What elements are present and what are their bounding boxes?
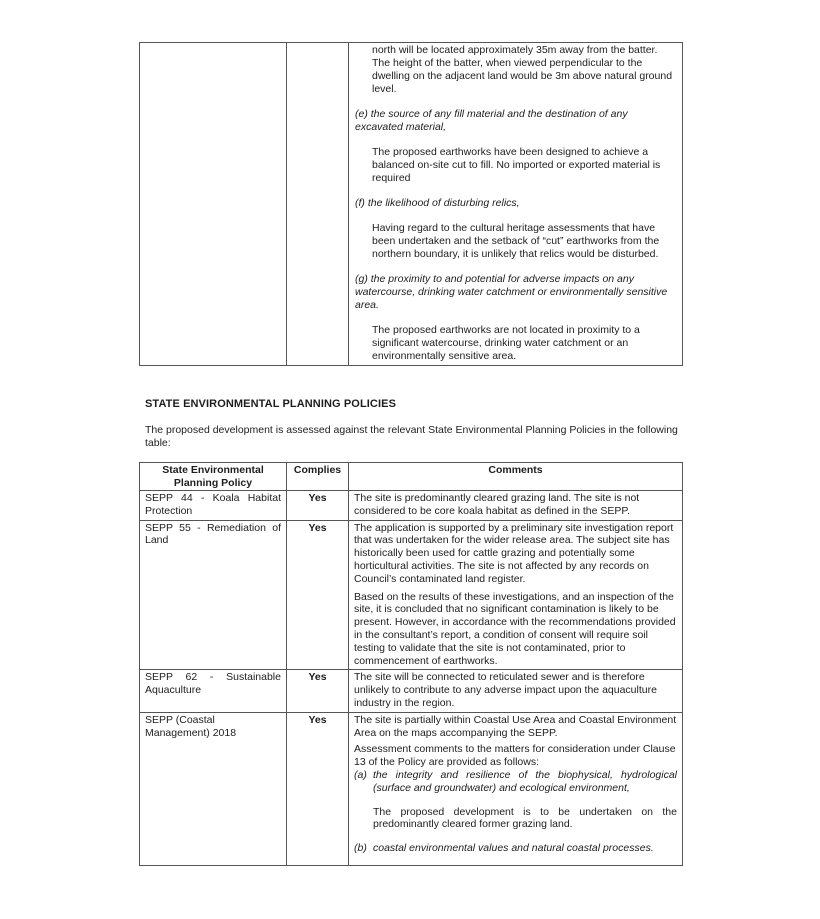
comments-cell [349,43,683,366]
empty-complies-cell [287,43,349,366]
clause-item-g: (g) the proximity to and potential for adverse impacts on any watercourse, drinking water catchment or environmentally sensitive area. [355,273,668,311]
policy-cell: SEPP (Coastal Management) 2018 [140,712,287,865]
clause-answer-g: The proposed earthworks are not located in proximity to a significant watercourse, drinking water catchment or an environmentally sensitive area. [372,324,640,362]
complies-cell: Yes [287,670,349,712]
complies-cell: Yes [287,491,349,521]
clause-answer-a: The proposed development is to be undertaken on the predominantly cleared former grazing land. [373,805,677,831]
continuation-table [139,42,683,366]
policy-cell: SEPP 62 - Sustainable Aquaculture [140,670,287,712]
header-comments: Comments [349,463,683,491]
section-heading: STATE ENVIRONMENTAL PLANNING POLICIES [145,398,397,410]
item-text: the integrity and resilience of the biophysical, hydrological (surface and groundwater) and ecological environment, [373,768,677,794]
table-header-row [140,463,683,491]
comments-cell [349,491,683,521]
comment-paragraph: Based on the results of these investigations, and an inspection of the site, it is concluded that no significant contamination is likely to be present. However, in accordance with the recommendations provided in the consultant’s report, a condition of consent will require soil testing to validate that the site is not contaminated, prior to commencement of earthworks. [354,590,676,667]
comments-cell [349,670,683,712]
table-row [140,43,683,366]
table-row [140,670,683,712]
item-text: coastal environmental values and natural coastal processes. [373,842,654,855]
table-row [140,520,683,670]
header-complies: Complies [287,463,349,491]
sepp-table [139,462,683,866]
comment-paragraph: The site is partially within Coastal Use Area and Coastal Environment Area on the maps accompanying the SEPP. [354,713,677,739]
complies-cell: Yes [287,712,349,865]
comment-paragraph: Assessment comments to the matters for consideration under Clause 13 of the Policy are provided as follows: [354,743,676,769]
table-row [140,491,683,521]
comment-paragraph: The application is supported by a preliminary site investigation report that was undertaken for the wider release area. The subject site has historically been used for cattle grazing and potentially some horticultural activities. The site is not affected by any records on Council’s contaminated land register. [354,521,674,585]
item-label: (b) [354,842,367,855]
comment-paragraph: The site is predominantly cleared grazing land. The site is not considered to be core koala habitat as defined in the SEPP. [354,492,640,517]
paragraph: north will be located approximately 35m away from the batter. The height of the batter, when viewed perpendicular to the dwelling on the adjacent land would be 3m above natural ground level. [372,44,673,95]
comments-cell [349,520,683,670]
empty-policy-cell [140,43,287,366]
clause-item-a [354,769,677,795]
header-policy: State Environmental Planning Policy [140,463,287,491]
table-row [140,712,683,865]
clause-answer-f: Having regard to the cultural heritage assessments that have been undertaken and the setback of “cut” earthworks from the northern boundary, it is unlikely that relics would be disturbed. [372,222,660,260]
clause-item-f: (f) the likelihood of disturbing relics, [355,197,520,209]
clause-item-e: (e) the source of any fill material and the destination of any excavated material, [355,108,628,133]
complies-cell: Yes [287,520,349,670]
policy-cell: SEPP 55 - Remediation of Land [140,520,287,670]
clause-answer-e: The proposed earthworks have been designed to achieve a balanced on-site cut to fill. No imported or exported material is required [372,146,661,184]
comment-paragraph: The site will be connected to reticulated sewer and is therefore unlikely to contribute to any adverse impact upon the aquaculture industry in the region. [354,671,657,709]
item-label: (a) [354,768,367,781]
section-intro: The proposed development is assessed against the relevant State Environmental Planning Policies in the following table: [145,424,678,449]
policy-cell: SEPP 44 - Koala Habitat Protection [140,491,287,521]
clause-item-b [354,842,677,855]
comments-cell [349,712,683,865]
